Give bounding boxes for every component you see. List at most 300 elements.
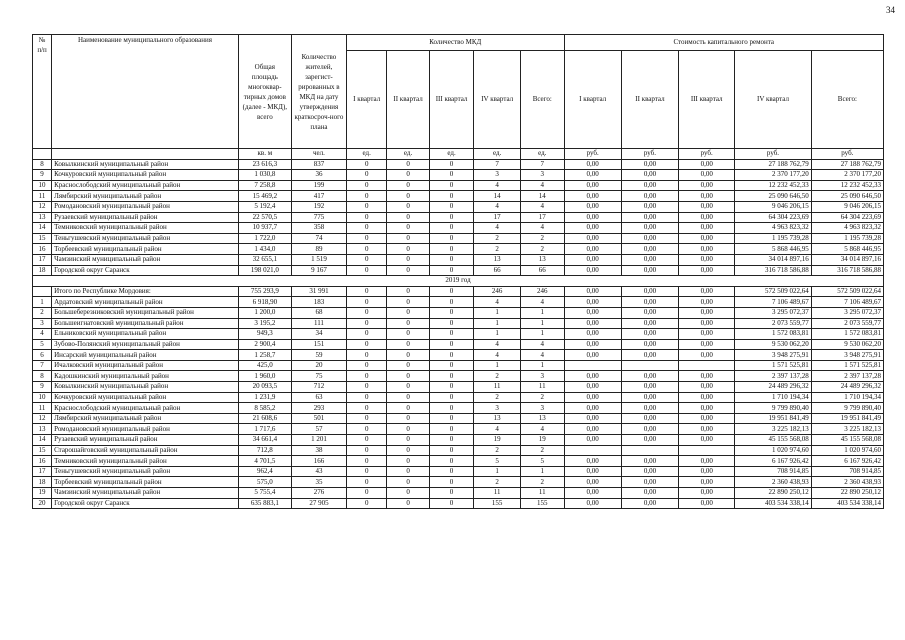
table-row bbox=[33, 456, 884, 467]
cell-cost-q1: 0,00 bbox=[564, 233, 621, 244]
cell-cost-total: 12 232 452,33 bbox=[811, 180, 883, 191]
cell-cost-q3: 0,00 bbox=[679, 329, 735, 340]
cell-residents: 31 991 bbox=[291, 286, 346, 297]
cell-mkd-total: 4 bbox=[521, 297, 565, 308]
cell-cost-q4: 1 020 974,60 bbox=[735, 445, 811, 456]
cell-mkd-q4: 2 bbox=[474, 392, 521, 403]
cell-mkd-q3: 0 bbox=[429, 360, 474, 371]
cell-mkd-q3: 0 bbox=[429, 212, 474, 223]
cell-residents: 501 bbox=[291, 413, 346, 424]
cell-mkd-q1: 0 bbox=[347, 445, 387, 456]
cell-cost-q1: 0,00 bbox=[564, 297, 621, 308]
cell-cost-q2: 0,00 bbox=[621, 466, 678, 477]
col-header-no: № п/п bbox=[33, 35, 52, 149]
cell-cost-total: 25 090 646,50 bbox=[811, 191, 883, 202]
cell-cost-q4: 24 489 296,32 bbox=[735, 382, 811, 393]
cell-district-name: Рузаевский муниципальный район bbox=[52, 212, 239, 223]
cell-cost-q2: 0,00 bbox=[621, 392, 678, 403]
cell-mkd-q3: 0 bbox=[429, 424, 474, 435]
cell-mkd-total: 11 bbox=[521, 488, 565, 499]
cell-residents: 9 167 bbox=[291, 265, 346, 276]
cell-cost-q4: 25 090 646,50 bbox=[735, 191, 811, 202]
cell-cost-q3: 0,00 bbox=[679, 170, 735, 181]
cell-mkd-q2: 0 bbox=[387, 265, 429, 276]
cell-area: 5 192,4 bbox=[238, 201, 291, 212]
cell-row-no: 8 bbox=[33, 159, 52, 170]
cell-residents: 43 bbox=[291, 466, 346, 477]
cell-mkd-q3: 0 bbox=[429, 191, 474, 202]
cell-area: 6 918,90 bbox=[238, 297, 291, 308]
table-row bbox=[33, 191, 884, 202]
cell-row-no: 7 bbox=[33, 360, 52, 371]
cell-cost-q2: 0,00 bbox=[621, 456, 678, 467]
cell-cost-q3 bbox=[679, 360, 735, 371]
cell-row-no: 9 bbox=[33, 170, 52, 181]
cell-mkd-q1: 0 bbox=[347, 403, 387, 414]
cell-cost-q2: 0,00 bbox=[621, 318, 678, 329]
cell-area: 2 900,4 bbox=[238, 339, 291, 350]
cell-mkd-total: 17 bbox=[521, 212, 565, 223]
cell-cost-q4: 9 799 890,40 bbox=[735, 403, 811, 414]
cell-mkd-total: 1 bbox=[521, 466, 565, 477]
cell-cost-q2: 0,00 bbox=[621, 286, 678, 297]
cell-mkd-q1: 0 bbox=[347, 477, 387, 488]
cell-district-name: Теньгушевский муниципальный район bbox=[52, 466, 239, 477]
cell-mkd-total: 14 bbox=[521, 191, 565, 202]
cell-mkd-q4: 14 bbox=[474, 191, 521, 202]
cell-mkd-q1: 0 bbox=[347, 254, 387, 265]
cell-mkd-q4: 1 bbox=[474, 329, 521, 340]
cell-mkd-total: 1 bbox=[521, 360, 565, 371]
cell-cost-total: 6 167 926,42 bbox=[811, 456, 883, 467]
col-header-name: Наименование муниципального образования bbox=[52, 35, 239, 149]
unit-residents: чел. bbox=[291, 149, 346, 160]
cell-mkd-q3: 0 bbox=[429, 488, 474, 499]
cell-cost-total: 1 020 974,60 bbox=[811, 445, 883, 456]
col-header-mkd-q3: III квартал bbox=[429, 51, 474, 149]
cell-area: 755 293,9 bbox=[238, 286, 291, 297]
cell-cost-q4: 403 534 338,14 bbox=[735, 498, 811, 509]
cell-mkd-q4: 4 bbox=[474, 201, 521, 212]
cell-mkd-q4: 4 bbox=[474, 223, 521, 234]
col-header-mkd-total: Всего: bbox=[521, 51, 565, 149]
cell-mkd-q1: 0 bbox=[347, 307, 387, 318]
unit-rub: руб. bbox=[621, 149, 678, 160]
cell-cost-q4: 2 073 559,77 bbox=[735, 318, 811, 329]
cell-mkd-q3: 0 bbox=[429, 339, 474, 350]
cell-mkd-q1: 0 bbox=[347, 466, 387, 477]
cell-row-no: 3 bbox=[33, 318, 52, 329]
cell-mkd-q2: 0 bbox=[387, 223, 429, 234]
cell-mkd-q1: 0 bbox=[347, 498, 387, 509]
cell-district-name: Большеберезниковский муниципальный район bbox=[52, 307, 239, 318]
cell-mkd-q1: 0 bbox=[347, 424, 387, 435]
cell-cost-q3: 0,00 bbox=[679, 286, 735, 297]
cell-mkd-total: 3 bbox=[521, 403, 565, 414]
cell-cost-total: 3 225 182,13 bbox=[811, 424, 883, 435]
cell-mkd-q1: 0 bbox=[347, 286, 387, 297]
cell-cost-q2: 0,00 bbox=[621, 339, 678, 350]
cell-cost-q3: 0,00 bbox=[679, 297, 735, 308]
cell-district-name: Старошайговский муниципальный район bbox=[52, 445, 239, 456]
cell-mkd-q3: 0 bbox=[429, 223, 474, 234]
cell-cost-q3: 0,00 bbox=[679, 488, 735, 499]
cell-cost-q2: 0,00 bbox=[621, 403, 678, 414]
cell-area: 635 883,1 bbox=[238, 498, 291, 509]
cell-cost-q1 bbox=[564, 445, 621, 456]
cell-mkd-q2: 0 bbox=[387, 477, 429, 488]
cell-cost-q3: 0,00 bbox=[679, 223, 735, 234]
cell-residents: 63 bbox=[291, 392, 346, 403]
cell-cost-q3: 0,00 bbox=[679, 403, 735, 414]
table-row bbox=[33, 371, 884, 382]
cell-cost-total: 2 360 438,93 bbox=[811, 477, 883, 488]
cell-cost-q2: 0,00 bbox=[621, 191, 678, 202]
cell-cost-total: 2 073 559,77 bbox=[811, 318, 883, 329]
cell-mkd-q2: 0 bbox=[387, 170, 429, 181]
cell-row-no: 13 bbox=[33, 212, 52, 223]
cell-row-no: 19 bbox=[33, 488, 52, 499]
cell-cost-q3: 0,00 bbox=[679, 318, 735, 329]
cell-mkd-q4: 4 bbox=[474, 180, 521, 191]
cell-mkd-total: 2 bbox=[521, 233, 565, 244]
cell-district-name: Городской округ Саранск bbox=[52, 498, 239, 509]
cell-mkd-q2: 0 bbox=[387, 254, 429, 265]
cell-area: 1 722,0 bbox=[238, 233, 291, 244]
cell-mkd-q2: 0 bbox=[387, 403, 429, 414]
cell-row-no: 10 bbox=[33, 180, 52, 191]
unit-area: кв. м bbox=[238, 149, 291, 160]
cell-mkd-q3: 0 bbox=[429, 382, 474, 393]
cell-row-no: 12 bbox=[33, 413, 52, 424]
cell-mkd-q2: 0 bbox=[387, 318, 429, 329]
cell-cost-total: 45 155 568,08 bbox=[811, 435, 883, 446]
table-body-total bbox=[33, 286, 884, 297]
cell-area: 32 655,1 bbox=[238, 254, 291, 265]
cell-mkd-q1: 0 bbox=[347, 201, 387, 212]
cell-cost-total: 34 014 897,16 bbox=[811, 254, 883, 265]
cell-area: 962,4 bbox=[238, 466, 291, 477]
cell-cost-total: 19 951 841,49 bbox=[811, 413, 883, 424]
cell-mkd-total: 19 bbox=[521, 435, 565, 446]
cell-row-no: 18 bbox=[33, 477, 52, 488]
cell-mkd-q1: 0 bbox=[347, 339, 387, 350]
cell-district-name: Теньгушевский муниципальный район bbox=[52, 233, 239, 244]
cell-mkd-q2: 0 bbox=[387, 445, 429, 456]
cell-cost-total: 9 799 890,40 bbox=[811, 403, 883, 414]
cell-district-name: Ковылкинский муниципальный район bbox=[52, 382, 239, 393]
cell-district-name: Ковылкинский муниципальный район bbox=[52, 159, 239, 170]
cell-residents: 111 bbox=[291, 318, 346, 329]
cell-cost-q2: 0,00 bbox=[621, 477, 678, 488]
cell-cost-q3: 0,00 bbox=[679, 339, 735, 350]
cell-mkd-q1: 0 bbox=[347, 329, 387, 340]
cell-residents: 89 bbox=[291, 244, 346, 255]
col-header-cost-q4: IV квартал bbox=[735, 51, 811, 149]
cell-mkd-q2: 0 bbox=[387, 456, 429, 467]
cell-row-no: 11 bbox=[33, 403, 52, 414]
cell-cost-q4: 708 914,85 bbox=[735, 466, 811, 477]
cell-cost-q3: 0,00 bbox=[679, 392, 735, 403]
cell-cost-q2: 0,00 bbox=[621, 223, 678, 234]
cell-cost-q2: 0,00 bbox=[621, 212, 678, 223]
cell-cost-q3: 0,00 bbox=[679, 424, 735, 435]
cell-cost-q1: 0,00 bbox=[564, 466, 621, 477]
cell-mkd-q4: 11 bbox=[474, 488, 521, 499]
cell-mkd-q2: 0 bbox=[387, 413, 429, 424]
cell-cost-q4: 12 232 452,33 bbox=[735, 180, 811, 191]
cell-mkd-q3: 0 bbox=[429, 201, 474, 212]
cell-cost-q4: 34 014 897,16 bbox=[735, 254, 811, 265]
cell-mkd-q4: 13 bbox=[474, 254, 521, 265]
cell-area: 5 755,4 bbox=[238, 488, 291, 499]
cell-residents: 151 bbox=[291, 339, 346, 350]
cell-mkd-q1: 0 bbox=[347, 180, 387, 191]
cell-cost-total: 316 718 586,88 bbox=[811, 265, 883, 276]
table-row bbox=[33, 254, 884, 265]
cell-row-no: 16 bbox=[33, 244, 52, 255]
cell-mkd-q2: 0 bbox=[387, 180, 429, 191]
cell-mkd-q4: 1 bbox=[474, 318, 521, 329]
cell-mkd-q2: 0 bbox=[387, 244, 429, 255]
cell-cost-q4: 1 571 525,81 bbox=[735, 360, 811, 371]
cell-area: 1 200,0 bbox=[238, 307, 291, 318]
cell-cost-q2 bbox=[621, 445, 678, 456]
cell-cost-q1: 0,00 bbox=[564, 382, 621, 393]
cell-cost-q1: 0,00 bbox=[564, 392, 621, 403]
cell-cost-q4: 5 868 446,95 bbox=[735, 244, 811, 255]
cell-row-no: 9 bbox=[33, 382, 52, 393]
cell-row-no: 2 bbox=[33, 307, 52, 318]
table-row bbox=[33, 201, 884, 212]
table-row bbox=[33, 350, 884, 361]
cell-mkd-total: 2 bbox=[521, 445, 565, 456]
cell-cost-q3: 0,00 bbox=[679, 191, 735, 202]
cell-cost-q3: 0,00 bbox=[679, 180, 735, 191]
cell-cost-q3: 0,00 bbox=[679, 466, 735, 477]
cell-cost-q3: 0,00 bbox=[679, 498, 735, 509]
cell-cost-total: 4 963 823,32 bbox=[811, 223, 883, 234]
cell-mkd-q4: 1 bbox=[474, 466, 521, 477]
cell-row-no: 1 bbox=[33, 297, 52, 308]
cell-mkd-q4: 2 bbox=[474, 445, 521, 456]
cell-cost-q4: 45 155 568,08 bbox=[735, 435, 811, 446]
cell-residents: 712 bbox=[291, 382, 346, 393]
unit-cell bbox=[33, 149, 52, 160]
cell-cost-q3 bbox=[679, 445, 735, 456]
cell-cost-total: 403 534 338,14 bbox=[811, 498, 883, 509]
cell-area: 1 231,9 bbox=[238, 392, 291, 403]
cell-mkd-q3: 0 bbox=[429, 329, 474, 340]
cell-mkd-q3: 0 bbox=[429, 318, 474, 329]
cell-cost-q4: 4 963 823,32 bbox=[735, 223, 811, 234]
cell-mkd-q3: 0 bbox=[429, 413, 474, 424]
cell-mkd-q3: 0 bbox=[429, 170, 474, 181]
cell-cost-q1: 0,00 bbox=[564, 371, 621, 382]
total-row bbox=[33, 286, 884, 297]
cell-residents: 59 bbox=[291, 350, 346, 361]
cell-mkd-q1: 0 bbox=[347, 350, 387, 361]
cell-cost-q2: 0,00 bbox=[621, 159, 678, 170]
table-row bbox=[33, 435, 884, 446]
cell-mkd-q3: 0 bbox=[429, 477, 474, 488]
cell-cost-q1 bbox=[564, 360, 621, 371]
cell-residents: 38 bbox=[291, 445, 346, 456]
table-row bbox=[33, 233, 884, 244]
cell-cost-q1: 0,00 bbox=[564, 223, 621, 234]
cell-cost-q1: 0,00 bbox=[564, 424, 621, 435]
cell-mkd-q1: 0 bbox=[347, 265, 387, 276]
cell-mkd-q1: 0 bbox=[347, 191, 387, 202]
cell-cost-q4: 1 710 194,34 bbox=[735, 392, 811, 403]
cell-cost-q2: 0,00 bbox=[621, 435, 678, 446]
cell-area: 1 960,0 bbox=[238, 371, 291, 382]
cell-mkd-q4: 1 bbox=[474, 360, 521, 371]
cell-row-no: 12 bbox=[33, 201, 52, 212]
cell-mkd-q4: 4 bbox=[474, 339, 521, 350]
cell-district-name: Чамзинский муниципальный район bbox=[52, 254, 239, 265]
cell-cost-q2: 0,00 bbox=[621, 498, 678, 509]
cell-mkd-total: 4 bbox=[521, 201, 565, 212]
cell-cost-q3: 0,00 bbox=[679, 265, 735, 276]
group-header-cost: Стоимость капитального ремонта bbox=[564, 35, 883, 51]
cell-cost-q4: 3 948 275,91 bbox=[735, 350, 811, 361]
table-row bbox=[33, 382, 884, 393]
cell-row-no: 18 bbox=[33, 265, 52, 276]
cell-row-no: 10 bbox=[33, 392, 52, 403]
cell-cost-total: 64 304 223,69 bbox=[811, 212, 883, 223]
cell-mkd-q4: 2 bbox=[474, 233, 521, 244]
cell-cost-q4: 19 951 841,49 bbox=[735, 413, 811, 424]
cell-cost-q4: 9 530 062,20 bbox=[735, 339, 811, 350]
cell-row-no: 16 bbox=[33, 456, 52, 467]
cell-mkd-total: 13 bbox=[521, 254, 565, 265]
cell-mkd-q2: 0 bbox=[387, 329, 429, 340]
cell-mkd-total: 4 bbox=[521, 180, 565, 191]
cell-district-name: Краснослободский муниципальный район bbox=[52, 180, 239, 191]
table-row bbox=[33, 424, 884, 435]
col-header-mkd-q2: II квартал bbox=[387, 51, 429, 149]
cell-mkd-q1: 0 bbox=[347, 297, 387, 308]
cell-mkd-q4: 13 bbox=[474, 413, 521, 424]
col-header-cost-q1: I квартал bbox=[564, 51, 621, 149]
table-row bbox=[33, 212, 884, 223]
cell-cost-q1: 0,00 bbox=[564, 159, 621, 170]
cell-cost-q3: 0,00 bbox=[679, 350, 735, 361]
cell-area: 34 661,4 bbox=[238, 435, 291, 446]
year-label: 2019 год bbox=[33, 276, 884, 287]
cell-area: 8 585,2 bbox=[238, 403, 291, 414]
table-row bbox=[33, 413, 884, 424]
cell-mkd-total: 1 bbox=[521, 329, 565, 340]
cell-mkd-total: 4 bbox=[521, 339, 565, 350]
cell-cost-q1: 0,00 bbox=[564, 413, 621, 424]
unit-count: ед. bbox=[521, 149, 565, 160]
cell-cost-total: 708 914,85 bbox=[811, 466, 883, 477]
cell-cost-q4: 22 890 250,12 bbox=[735, 488, 811, 499]
cell-district-name: Ромодановский муниципальный район bbox=[52, 424, 239, 435]
cell-mkd-q4: 2 bbox=[474, 477, 521, 488]
cell-residents: 417 bbox=[291, 191, 346, 202]
table-row bbox=[33, 307, 884, 318]
cell-cost-q1: 0,00 bbox=[564, 307, 621, 318]
cell-cost-total: 24 489 296,32 bbox=[811, 382, 883, 393]
cell-cost-total: 22 890 250,12 bbox=[811, 488, 883, 499]
cell-cost-q1: 0,00 bbox=[564, 403, 621, 414]
cell-district-name: Кочкуровский муниципальный район bbox=[52, 170, 239, 181]
cell-residents: 36 bbox=[291, 170, 346, 181]
cell-area: 20 093,5 bbox=[238, 382, 291, 393]
cell-mkd-q3: 0 bbox=[429, 265, 474, 276]
cell-residents: 1 201 bbox=[291, 435, 346, 446]
cell-mkd-q2: 0 bbox=[387, 233, 429, 244]
cell-cost-q3: 0,00 bbox=[679, 212, 735, 223]
cell-cost-q1: 0,00 bbox=[564, 488, 621, 499]
cell-cost-q1: 0,00 bbox=[564, 170, 621, 181]
cell-residents: 293 bbox=[291, 403, 346, 414]
cell-cost-q2: 0,00 bbox=[621, 350, 678, 361]
cell-cost-q1: 0,00 bbox=[564, 329, 621, 340]
cell-district-name: Краснослободский муниципальный район bbox=[52, 403, 239, 414]
cell-cost-q4: 2 370 177,20 bbox=[735, 170, 811, 181]
cell-mkd-q1: 0 bbox=[347, 170, 387, 181]
cell-cost-q1: 0,00 bbox=[564, 477, 621, 488]
cell-cost-q1: 0,00 bbox=[564, 456, 621, 467]
cell-cost-q4: 316 718 586,88 bbox=[735, 265, 811, 276]
cell-cost-q2: 0,00 bbox=[621, 170, 678, 181]
cell-cost-q1: 0,00 bbox=[564, 212, 621, 223]
cell-cost-q2: 0,00 bbox=[621, 488, 678, 499]
cell-row-no: 6 bbox=[33, 350, 52, 361]
cell-mkd-q2: 0 bbox=[387, 466, 429, 477]
cell-residents: 20 bbox=[291, 360, 346, 371]
cell-mkd-q1: 0 bbox=[347, 233, 387, 244]
cell-district-name: Рузаевский муниципальный район bbox=[52, 435, 239, 446]
cell-row-no: 14 bbox=[33, 435, 52, 446]
cell-area: 3 195,2 bbox=[238, 318, 291, 329]
cell-area: 425,0 bbox=[238, 360, 291, 371]
cell-cost-q2: 0,00 bbox=[621, 371, 678, 382]
cell-area: 10 937,7 bbox=[238, 223, 291, 234]
cell-area: 949,3 bbox=[238, 329, 291, 340]
unit-count: ед. bbox=[429, 149, 474, 160]
cell-residents: 199 bbox=[291, 180, 346, 191]
cell-mkd-q3: 0 bbox=[429, 244, 474, 255]
cell-cost-q2: 0,00 bbox=[621, 265, 678, 276]
cell-mkd-q3: 0 bbox=[429, 254, 474, 265]
cell-mkd-q3: 0 bbox=[429, 498, 474, 509]
cell-row-no: 17 bbox=[33, 466, 52, 477]
cell-district-name: Ичалковский муниципальный район bbox=[52, 360, 239, 371]
cell-mkd-q1: 0 bbox=[347, 488, 387, 499]
cell-mkd-q1: 0 bbox=[347, 212, 387, 223]
cell-residents: 183 bbox=[291, 297, 346, 308]
cell-cost-q1: 0,00 bbox=[564, 244, 621, 255]
table-row bbox=[33, 477, 884, 488]
cell-district-name: Ромодановский муниципальный район bbox=[52, 201, 239, 212]
cell-mkd-q2: 0 bbox=[387, 286, 429, 297]
table-row bbox=[33, 170, 884, 181]
cell-mkd-q3: 0 bbox=[429, 233, 474, 244]
cell-mkd-total: 4 bbox=[521, 350, 565, 361]
cell-mkd-q1: 0 bbox=[347, 371, 387, 382]
cell-residents: 27 905 bbox=[291, 498, 346, 509]
table-row bbox=[33, 159, 884, 170]
cell-mkd-q4: 3 bbox=[474, 403, 521, 414]
cell-mkd-q2: 0 bbox=[387, 392, 429, 403]
cell-cost-q1: 0,00 bbox=[564, 265, 621, 276]
cell-area: 198 021,0 bbox=[238, 265, 291, 276]
